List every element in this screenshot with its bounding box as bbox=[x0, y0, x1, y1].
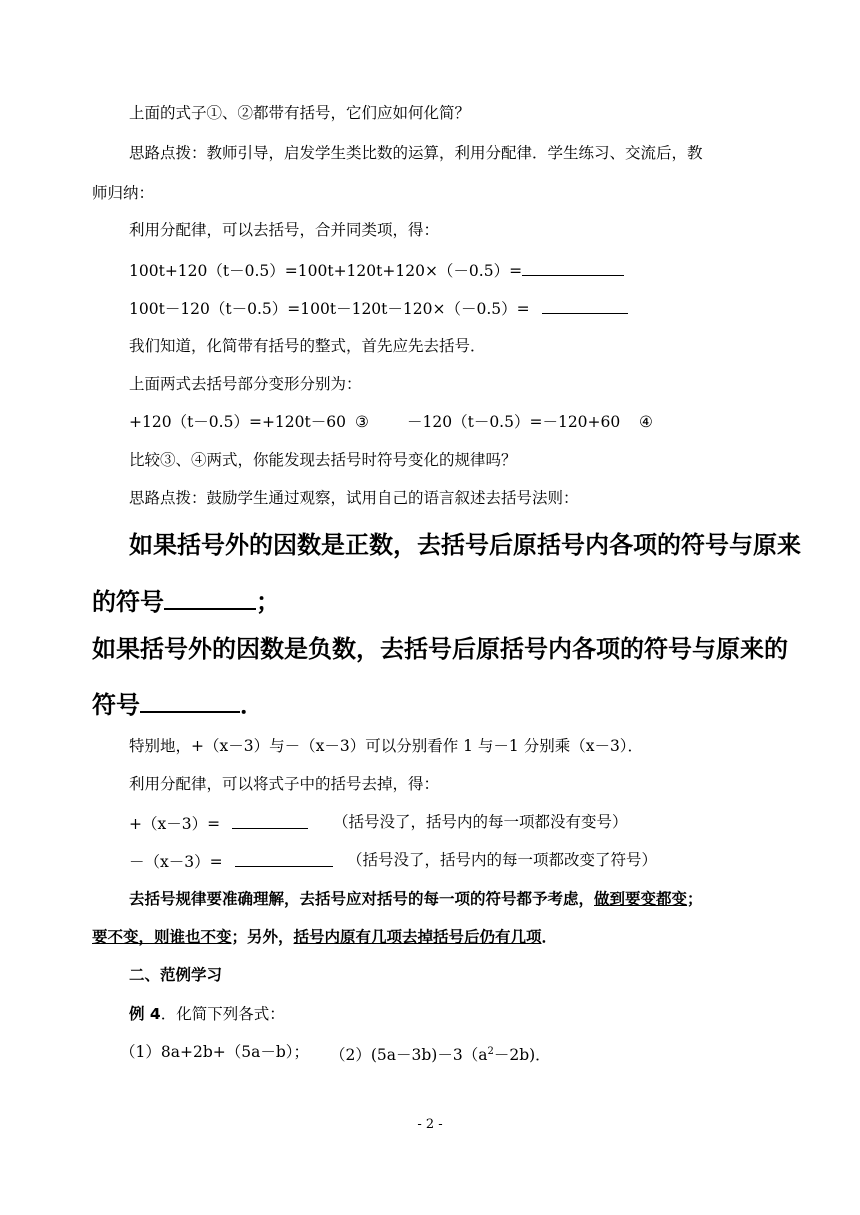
line-eq34-mark4: ④ bbox=[639, 413, 653, 431]
blank-1[interactable] bbox=[522, 259, 624, 276]
rule-negative-b-text: 符号 bbox=[92, 691, 140, 719]
rule-negative-b bbox=[92, 687, 264, 720]
problem-2-pre: （2）(5a－3b)－3（a bbox=[330, 1046, 488, 1065]
line-equation-2 bbox=[129, 297, 628, 319]
minus-bracket-text: －（x－3）= bbox=[129, 853, 223, 871]
summary-a-underlined: 做到要变都变 bbox=[594, 890, 688, 908]
line-question: 上面的式子①、②都带有括号，它们应如何化简？ bbox=[129, 104, 471, 122]
rule-blank-2[interactable] bbox=[140, 687, 240, 713]
line-plus-bracket bbox=[129, 812, 308, 834]
line-hint-2: 思路点拨：鼓励学生通过观察，试用自己的语言叙述去括号法则： bbox=[129, 489, 579, 507]
rule-negative-b-end: ． bbox=[240, 691, 264, 719]
rule-positive-b-end: ； bbox=[256, 588, 280, 616]
problem-2-post: －2b)． bbox=[493, 1046, 551, 1065]
blank-3[interactable] bbox=[232, 812, 308, 829]
section-heading: 二、范例学习 bbox=[129, 966, 223, 984]
summary-b-underlined-1: 要不变，则谁也不变 bbox=[92, 928, 232, 946]
rule-positive-b bbox=[92, 584, 280, 617]
line-plus-bracket-note: （括号没了，括号内的每一项都没有变号） bbox=[333, 813, 628, 831]
problem-2-exponent: 2 bbox=[487, 1046, 494, 1057]
line-minus-bracket bbox=[129, 850, 333, 872]
line-remove: 利用分配律，可以将式子中的括号去掉，得： bbox=[129, 775, 440, 793]
line-hint-1a: 思路点拨：教师引导，启发学生类比数的运算，利用分配律．学生练习、交流后，教 bbox=[129, 144, 703, 162]
line-eq34-mark3: ③ bbox=[355, 413, 369, 431]
line-special: 特别地，+（x－3）与－（x－3）可以分别看作 1 与－1 分别乘（x－3）． bbox=[129, 737, 644, 755]
line-eq34-b: －120（t－0.5）=－120+60 bbox=[407, 413, 621, 431]
line-minus-bracket-note: （括号没了，括号内的每一项都改变了符号） bbox=[347, 851, 658, 869]
example-instruction: ．化简下列各式： bbox=[160, 1005, 285, 1023]
example-problem-1: （1）8a+2b+（5a－b）； bbox=[120, 1043, 309, 1061]
rule-negative-a: 如果括号外的因数是负数，去括号后原括号内各项的符号与原来的 bbox=[92, 635, 788, 663]
example-problem-2 bbox=[330, 1042, 551, 1065]
line-compare: 比较③、④两式，你能发现去括号时符号变化的规律吗？ bbox=[129, 451, 517, 469]
summary-b-mid: ；另外， bbox=[231, 928, 294, 946]
rule-positive-a: 如果括号外的因数是正数，去括号后原括号内各项的符号与原来 bbox=[129, 531, 801, 559]
summary-b-end: ． bbox=[541, 928, 558, 946]
line-distributive: 利用分配律，可以去括号，合并同类项，得： bbox=[129, 221, 440, 239]
line-know: 我们知道，化简带有括号的整式，首先应先去括号． bbox=[129, 337, 486, 355]
line-equation-1 bbox=[129, 259, 624, 281]
equation-1-text: 100t+120（t－0.5）=100t+120t+120×（－0.5）= bbox=[129, 262, 523, 280]
line-transform: 上面两式去括号部分变形分别为： bbox=[129, 375, 362, 393]
rule-blank-1[interactable] bbox=[164, 584, 256, 610]
rule-summary-b bbox=[92, 927, 557, 947]
equation-2-text: 100t－120（t－0.5）=100t－120t－120×（－0.5）= bbox=[129, 300, 530, 318]
example-title bbox=[129, 1004, 285, 1024]
summary-b-underlined-2: 括号内原有几项去掉括号后仍有几项 bbox=[293, 928, 542, 946]
line-eq34-a: +120（t－0.5）=+120t－60 bbox=[129, 413, 346, 431]
rule-summary-a bbox=[129, 889, 703, 909]
line-hint-1b: 师归纳： bbox=[92, 184, 155, 202]
blank-4[interactable] bbox=[235, 850, 333, 867]
summary-a-text: 去括号规律要准确理解，去括号应对括号的每一项的符号都予考虑， bbox=[129, 890, 595, 908]
page-number: - 2 - bbox=[417, 1117, 443, 1132]
example-label: 例 4 bbox=[129, 1005, 161, 1023]
plus-bracket-text: +（x－3）= bbox=[129, 815, 221, 833]
blank-2[interactable] bbox=[542, 297, 628, 314]
rule-positive-b-text: 的符号 bbox=[92, 588, 164, 616]
summary-a-end: ； bbox=[687, 890, 703, 908]
